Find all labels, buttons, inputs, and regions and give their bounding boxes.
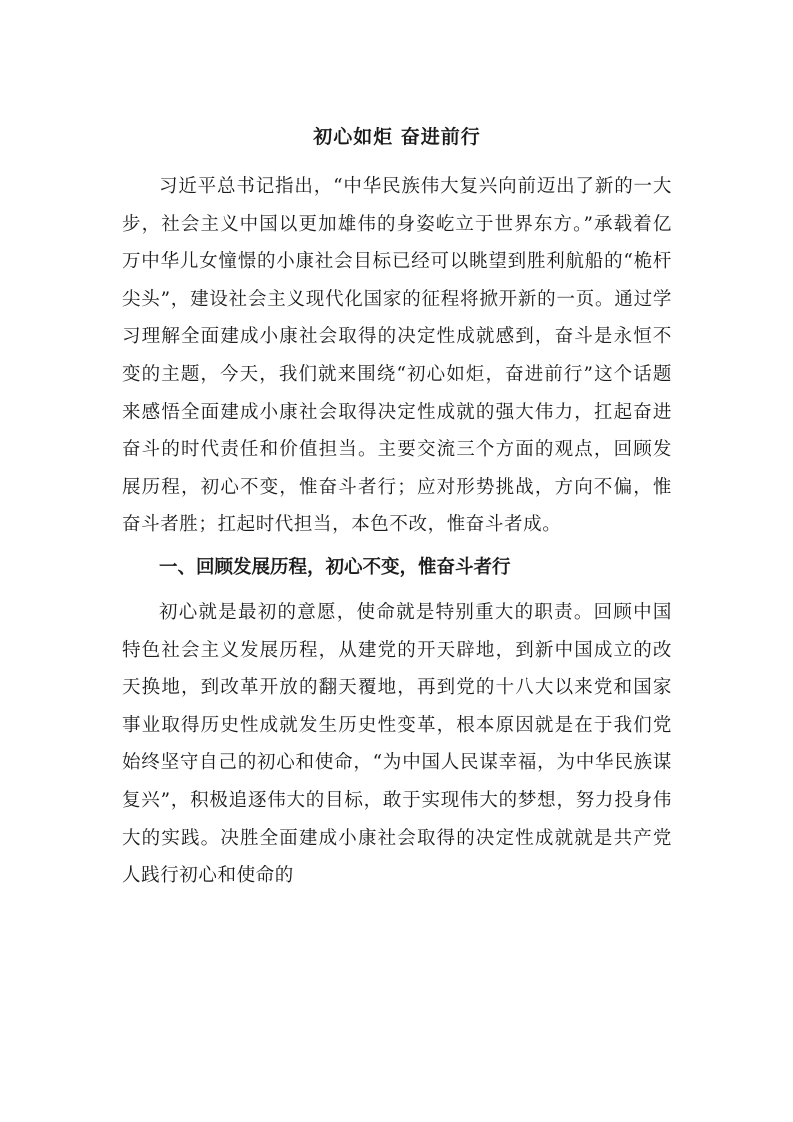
document-title: 初心如炬 奋进前行	[313, 126, 481, 148]
document-page	[122, 118, 672, 895]
section-1-paragraph: 初心就是最初的意愿，使命就是特别重大的职责。回顾中国特色社会主义发展历程，从建党的开天辟地，到新中国成立的改天换地，到改革开放的翻天覆地，再到党的十八大以来党和国家事业取得历史性成就发生历史性变革，根本原因就是在于我们党始终坚守自己的初心和使命，“为中国人民谋幸福，为中华民族谋复兴”，积极追逐伟大的目标，敢于实现伟大的梦想，努力投身伟大的实践。决胜全面建成小康社会取得的决定性成就就是共产党人践行初心和使命的	[122, 601, 672, 887]
section-1-heading: 一、回顾发展历程，初心不变，惟奋斗者行	[159, 556, 511, 578]
intro-paragraph: 习近平总书记指出，“中华民族伟大复兴向前迈出了新的一大步，社会主义中国以更加雄伟的身姿屹立于世界东方。”承载着亿万中华儿女憧憬的小康社会目标已经可以眺望到胜利航船的“桅杆尖头”，建设社会主义现代化国家的征程将掀开新的一页。通过学习理解全面建成小康社会取得的决定性成就感到，奋斗是永恒不变的主题，今天，我们就来围绕“初心如炬，奋进前行”这个话题来感悟全面建成小康社会取得决定性成就的强大伟力，扛起奋进奋斗的时代责任和价值担当。主要交流三个方面的观点，回顾发展历程，初心不变，惟奋斗者行；应对形势挑战，方向不偏，惟奋斗者胜；扛起时代担当，本色不改，惟奋斗者成。	[122, 176, 672, 536]
